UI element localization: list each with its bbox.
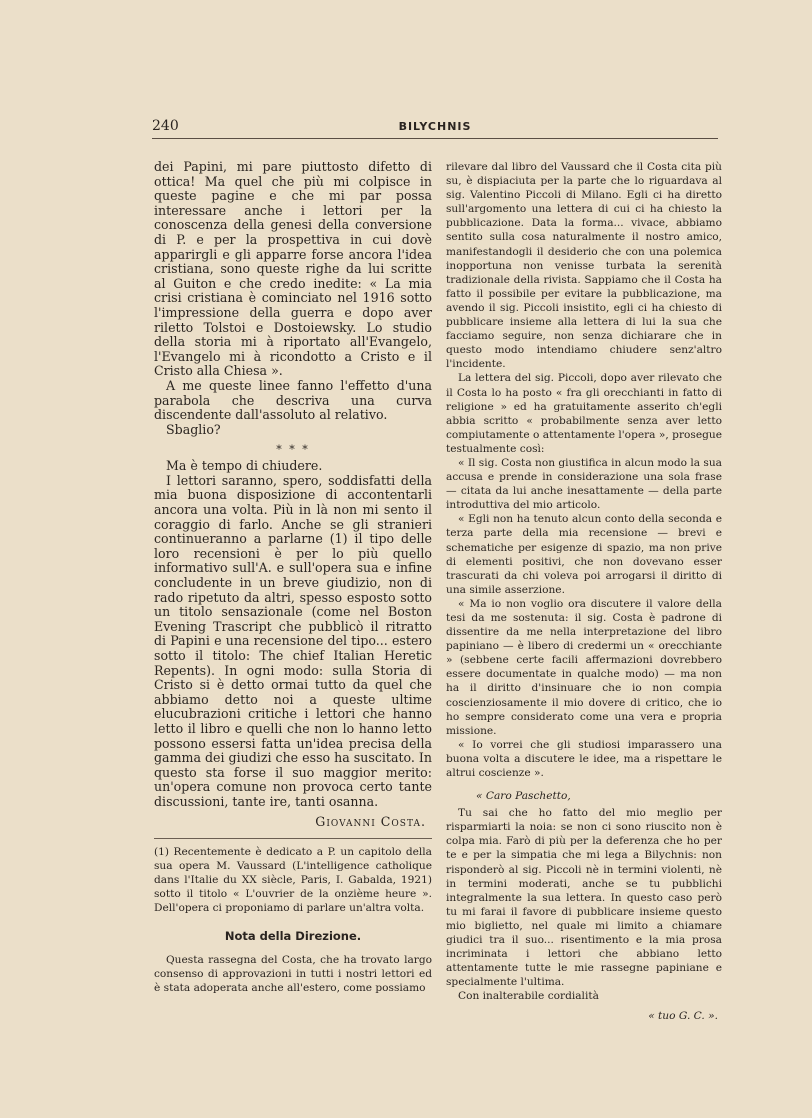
letter-closing: « tuo G. C. ». — [648, 1010, 718, 1023]
right-paragraph-3: « Il sig. Costa non giustifica in alcun modo la sua accusa e prende in considerazione una sola frase — citata da lui anche inesattamente — della parte introduttiva del mio articolo. — [446, 456, 722, 512]
right-column — [446, 160, 722, 1023]
left-paragraph-2: A me queste linee fanno l'effetto d'una parabola che descriva una curva discendente dall'assoluto al relativo. — [154, 377, 432, 423]
page-header — [152, 118, 718, 139]
left-column — [154, 160, 432, 995]
right-paragraph-8: Con inalterabile cordialità — [458, 990, 599, 1003]
author-signature: Giovanni Costa. — [315, 813, 426, 829]
left-paragraph-3: Sbaglio? — [166, 421, 221, 437]
right-paragraph-7: Tu sai che ho fatto del mio meglio per risparmiarti la noia: se non ci sono riuscito non è colpa mia. Farò di più per la deferenza che ho per te e per la simpatia che mi lega a Bilychnis: non risponderò al sig. Piccoli nè in termini violenti, nè in termini moderati, anche se tu pubblichi integralmente la sua lettera. In questo caso però tu mi farai il favore di pubblicare insieme questo mio biglietto, nel quale mi limito a chiamare giudici tra il suo... risentimento e la mia prosa incriminata i lettori che abbiano letto attentamente tutte le mie rassegne papiniane e specialmente l'ultima. — [446, 807, 722, 989]
left-paragraph-5: I lettori saranno, spero, soddisfatti della mia buona disposizione di accontentarli ancora una volta. Più in là non mi sento il coraggio di farlo. Anche se gli stranieri continueranno a parlarne (1) il tipo delle loro recensioni è per lo più quello informativo sull'A. e sull'opera sua e infine concludente in un breve giudizio, non di rado ripetuto da altri, spesso esposto sotto un titolo sensazionale (come nel Boston Evening Trascript che pubblicò il ritratto di Papini e una recensione del tipo... estero sotto il titolo: The chief Italian Heretic Repents). In ogni modo: sulla Storia di Cristo si è detto ormai tutto da quel che abbiamo detto noi a queste ultime elucubrazioni critiche i lettori che hanno letto il libro e quelli che non lo hanno letto possono essersi fatta un'idea precisa della gamma dei giudizi che esso ha suscitato. In questo sta forse il suo maggior merito: un'opera comune non provoca certo tante discussioni, tante ire, tanti osanna. — [154, 472, 432, 809]
right-paragraph-5: « Ma io non voglio ora discutere il valore della tesi da me sostenuta: il sig. Costa è padrone di dissentire da me nella interpretazione del libro papiniano — è libero di credermi un « orecchiante » (sebbene certe facili affermazioni dovrebbero essere documentate in qualche modo) — ma non ha il diritto d'insinuare che io non compia coscienziosamente il mio dovere di critico, che io ho sempre considerato come una vera e propria missione. — [446, 597, 722, 737]
letter-salutation: « Caro Paschetto, — [476, 790, 571, 803]
left-paragraph-4: Ma è tempo di chiudere. — [166, 458, 323, 474]
left-paragraph-1: dei Papini, mi pare piuttosto difetto di ottica! Ma quel che più mi colpisce in queste pagine e che mi par possa interessare anche i lettori per la conoscenza della genesi della conversione di P. e per la prospettiva in cui dovè apparirgli e gli apparre forse ancora l'idea cristiana, sono queste righe da lui scritte al Guiton e che credo inedite: « La mia crisi cristiana è cominciato nel 1916 sotto l'impressione della guerra e dopo aver riletto Tolstoi e Dostoiewsky. Lo studio della storia mi à riportato all'Evangelo, l'Evangelo mi à ricondotto a Cristo e il Cristo alla Chiesa ». — [154, 159, 432, 379]
note-title: Nota della Direzione. — [224, 929, 362, 943]
footnote: (1) Recentemente è dedicato a P. un capitolo della sua opera M. Vaussard (L'intelligence catholique dans l'Italie du XX siècle, Paris, I. Gabalda, 1921) sotto il titolo « L'ouvrier de la onzième heure ». Dell'opera ci proponiamo di parlare un'altra volta. — [154, 845, 432, 914]
right-paragraph-4: « Egli non ha tenuto alcun conto della seconda e terza parte della mia recensione — brevi e schematiche per esigenze di spazio, ma non prive di elementi positivi, che non dovevano esser trascurati da chi voleva poi arrogarsi il diritto di una simile asserzione. — [446, 513, 722, 596]
right-paragraph-2: La lettera del sig. Piccoli, dopo aver rilevato che il Costa lo ha posto « fra gli orecchianti in fatto di religione » ed ha gratuitamente asserito ch'egli abbia scritto « probabilmente senza aver letto compiutamente o attentamente l'opera », prosegue testualmente così: — [446, 372, 722, 455]
section-ornament: * * * — [276, 443, 310, 457]
footnote-divider — [154, 838, 432, 839]
page-number: 240 — [152, 118, 179, 134]
right-paragraph-6: « Io vorrei che gli studiosi imparassero una buona volta a discutere le idee, ma a rispettare le altrui coscienze ». — [446, 738, 722, 780]
note-paragraph-1: Questa rassegna del Costa, che ha trovato largo consenso di approvazioni in tutti i nostri lettori ed è stata adoperata anche all'estero, come possiamo — [154, 954, 432, 995]
right-paragraph-1: rilevare dal libro del Vaussard che il Costa cita più su, è dispiaciuta per la parte che lo riguardava al sig. Valentino Piccoli di Milano. Egli ci ha diretto sull'argomento una lettera di cui ci ha chiesto la pubblicazione. Data la forma... vivace, abbiamo sentito sulla cosa naturalmente il nostro amico, manifestandogli il desiderio che con una polemica inopportuna non venisse turbata la serenità tradizionale della rivista. Sappiamo che il Costa ha fatto il possibile per evitare la pubblicazione, ma avendo il sig. Piccoli insistito, egli ci ha chiesto di pubblicare insieme alla lettera di lui la sua che facciamo seguire, non senza dichiarare che in questo modo intendiamo chiudere senz'altro l'incidente. — [446, 161, 722, 371]
journal-title: BILYCHNIS — [398, 120, 472, 133]
